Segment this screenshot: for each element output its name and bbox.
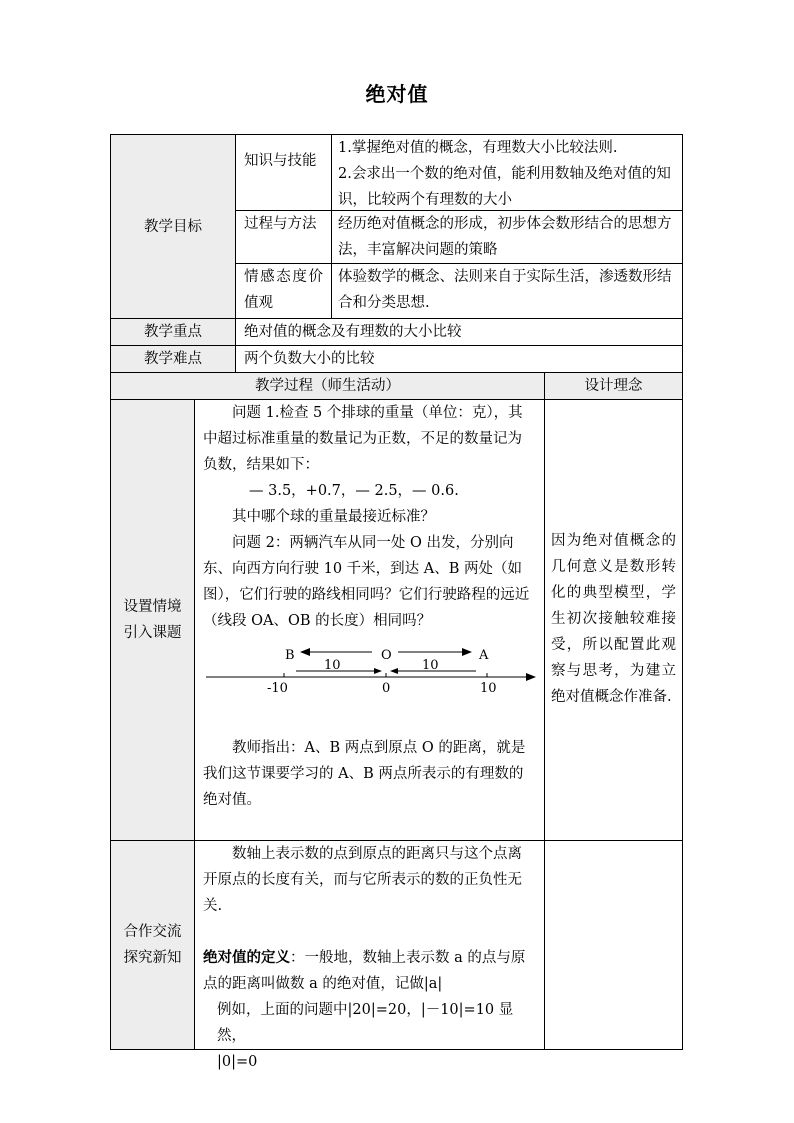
distance-right-label: 10 xyxy=(422,658,439,673)
distance-left-label: 10 xyxy=(324,658,341,673)
grid-v-design xyxy=(544,372,545,1050)
grid-v-section-label xyxy=(194,399,195,1050)
section2-label-line-2: 探究新知 xyxy=(123,950,182,966)
objective-attitude xyxy=(332,264,682,318)
section1-label-cell xyxy=(111,400,194,840)
definition-term: 绝对值的定义 xyxy=(203,949,290,966)
process-header-left xyxy=(111,373,544,399)
example-line-1: 例如，上面的问题中|20|=20，|－10|=10 显然， xyxy=(217,1002,514,1044)
point-a-label: A xyxy=(479,648,489,663)
section1-label-line-2: 引入课题 xyxy=(123,625,182,641)
category-attitude-text: 情感态度价值观 xyxy=(244,269,323,311)
grid-h-row1 xyxy=(235,210,683,211)
grid-v-objectives xyxy=(235,134,236,372)
objective-knowledge xyxy=(332,135,682,211)
category-process-text: 过程与方法 xyxy=(244,216,317,232)
key-point-label-cell xyxy=(111,319,235,345)
table-border-bottom xyxy=(110,1049,683,1050)
point-b-label: B xyxy=(285,648,295,663)
problem-1-question: 其中哪个球的重量最接近标准？ xyxy=(232,509,435,525)
objective-process-text: 经历绝对值概念的形成，初步体会数形结合的思想方法，丰富解决问题的策略 xyxy=(338,216,672,258)
category-knowledge xyxy=(236,135,331,211)
objectives-label-cell xyxy=(111,135,235,318)
objective-process xyxy=(332,211,682,264)
process-header-right xyxy=(545,373,682,399)
tick-mid-label: 0 xyxy=(382,681,391,696)
example-line-2: |0|=0 xyxy=(217,1054,258,1070)
arrow-o-to-b-head-icon xyxy=(300,648,310,656)
grid-h-process-header xyxy=(110,372,683,373)
problem-1-values: — 3.5，+0.7，— 2.5，— 0.6. xyxy=(249,483,459,499)
difficulty-text: 两个负数大小的比较 xyxy=(244,351,375,367)
table-border-right xyxy=(682,134,683,1050)
grid-h-difficulty xyxy=(110,345,683,346)
definition-paragraph xyxy=(203,945,536,997)
grid-v-category xyxy=(331,134,332,318)
section2-intro-text: 数轴上表示数的点到原点的距离只与这个点离开原点的长度有关，而与它所表示的数的正负性无关. xyxy=(203,846,522,914)
problem-1-text: 问题 1.检查 5 个排球的重量（单位：克），其中超过标准重量的数量记为正数，不足的数量记为负数，结果如下： xyxy=(203,405,523,473)
key-point-cell xyxy=(236,319,682,345)
section2-label-cell xyxy=(111,841,194,1049)
lower-arrow-right-head-icon xyxy=(390,668,398,674)
category-knowledge-text: 知识与技能 xyxy=(244,153,317,169)
objectives-label: 教学目标 xyxy=(144,218,202,235)
section2-spacer xyxy=(203,919,536,945)
category-process xyxy=(236,211,331,264)
category-attitude xyxy=(236,264,331,318)
table-border-top xyxy=(110,134,683,135)
teacher-note-block xyxy=(195,735,544,825)
tick-right-label: 10 xyxy=(480,681,497,696)
number-line-diagram xyxy=(200,640,540,700)
lower-arrow-left-head-icon xyxy=(374,668,382,674)
grid-h-section1 xyxy=(110,399,683,400)
section1-design-note xyxy=(545,528,682,748)
section1-design-text: 因为绝对值概念的几何意义是数形转化的典型模型，学生初次接触较难接受，所以配置此观察与思考，为建立绝对值概念作准备. xyxy=(551,533,676,705)
section2-label-line-1: 合作交流 xyxy=(123,924,182,940)
tick-left-label: -10 xyxy=(267,681,288,696)
key-point-label: 教学重点 xyxy=(144,324,202,340)
section1-label-line-1: 设置情境 xyxy=(123,599,182,615)
table-border-left xyxy=(110,134,111,1050)
grid-h-keypoint xyxy=(110,318,683,319)
grid-h-section2 xyxy=(110,840,683,841)
grid-h-row2 xyxy=(235,263,683,264)
process-header-right-text: 设计理念 xyxy=(584,378,643,394)
objective-knowledge-line-2: 2.会求出一个数的绝对值，能利用数轴及绝对值的知识，比较两个有理数的大小 xyxy=(338,166,671,208)
page-title: 绝对值 xyxy=(365,82,429,106)
problem-2-text: 问题 2：两辆汽车从同一处 O 出发，分别向东、向西方向行驶 10 千米，到达 A、B 两处（如图），它们行驶的路线相同吗？它们行驶路程的远近（线段 OA、OB 的长度）相同吗？ xyxy=(203,535,530,629)
axis-arrow-icon xyxy=(526,673,536,681)
key-point-text: 绝对值的概念及有理数的大小比较 xyxy=(244,324,462,340)
point-o-label: O xyxy=(381,648,392,663)
objective-knowledge-line-1: 1.掌握绝对值的概念，有理数大小比较法则. xyxy=(338,140,618,156)
process-header-left-text: 教学过程（师生活动） xyxy=(255,378,400,394)
section2-body xyxy=(195,841,544,1070)
difficulty-label: 教学难点 xyxy=(144,351,202,367)
difficulty-cell xyxy=(236,346,682,372)
arrow-o-to-a-head-icon xyxy=(462,648,472,656)
difficulty-label-cell xyxy=(111,346,235,372)
teacher-note-text: 教师指出：A、B 两点到原点 O 的距离，就是我们这节课要学习的 A、B 两点所表示的有理数的绝对值。 xyxy=(203,740,526,808)
definition-text: ：一般地，数轴上表示数 a 的点与原点的距离叫做数 a 的绝对值，记做|a| xyxy=(203,950,526,992)
objective-attitude-text: 体验数学的概念、法则来自于实际生活，渗透数形结合和分类思想. xyxy=(338,269,672,311)
